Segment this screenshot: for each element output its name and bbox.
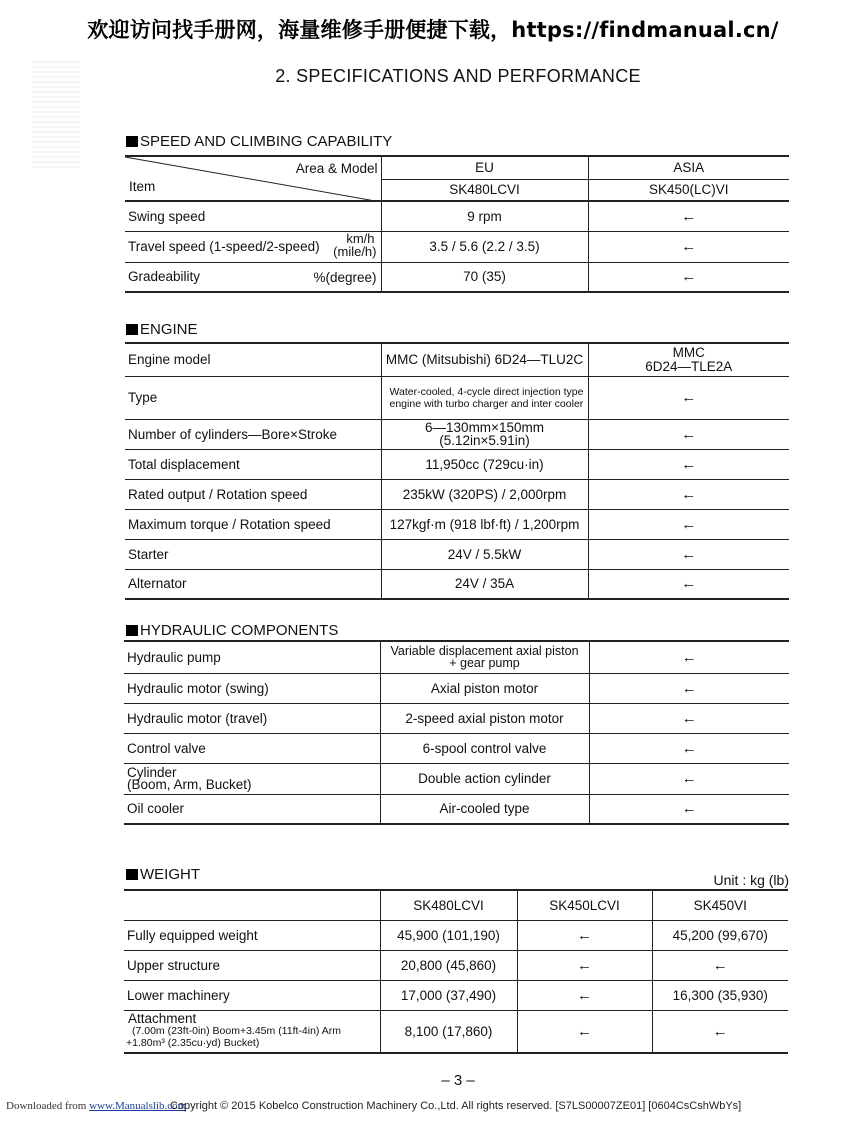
table-row: Travel speed (1-speed/2-speed) km/h (mile/h) 3.5 / 5.6 (2.2 / 3.5) ←	[125, 231, 789, 262]
table-row: Gradeability %(degree) 70 (35) ←	[125, 262, 789, 292]
arrow-left-icon: ←	[681, 648, 697, 666]
model-asia: SK450(LC)VI	[588, 179, 789, 201]
table-row: Total displacement 11,950cc (729cu·in) ←	[125, 449, 789, 479]
arrow-left-icon: ←	[681, 238, 697, 255]
table-row: Control valve 6-spool control valve ←	[124, 733, 789, 763]
page-number: – 3 –	[441, 1072, 475, 1089]
manualslib-link[interactable]: www.Manualslib.com	[89, 1100, 187, 1112]
table-row: Attachment (7.00m (23ft-0in) Boom+3.45m (11ft-4in) Arm +1.80m³ (2.35cu·yd) Bucket) 8,100 (17,860) ← ←	[124, 1010, 788, 1053]
section-marker-icon	[126, 625, 138, 636]
arrow-left-icon: ←	[681, 207, 697, 225]
arrow-left-icon: ←	[681, 389, 697, 406]
arrow-left-icon: ←	[681, 425, 697, 443]
arrow-left-icon: ←	[517, 980, 652, 1010]
section-title-hydraulic: HYDRAULIC COMPONENTS	[126, 622, 338, 639]
section-marker-icon	[126, 869, 138, 880]
arrow-left-icon: ←	[681, 770, 697, 787]
table-row: Rated output / Rotation speed 235kW (320PS) / 2,000rpm ←	[125, 479, 789, 509]
copyright-footer: Copyright © 2015 Kobelco Construction Machinery Co.,Ltd. All rights reserved. [S7LS00007ZE01] [0604CsCshWbYs]	[170, 1100, 742, 1112]
table-row: Type Water-cooled, 4-cycle direct injection type engine with turbo charger and inter cooler ←	[125, 376, 789, 419]
header-area-model: Area & Model	[295, 161, 378, 176]
arrow-left-icon: ←	[712, 956, 728, 974]
table-row: Number of cylinders—Bore×Stroke 6—130mm×150mm (5.12in×5.91in) ←	[125, 419, 789, 449]
section-title-weight: WEIGHT	[126, 866, 200, 883]
weight-table	[124, 889, 788, 1054]
table-row: Engine model MMC (Mitsubishi) 6D24—TLU2C MMC 6D24—TLE2A	[125, 343, 789, 376]
col-asia: ASIA	[588, 156, 789, 179]
engine-table	[125, 342, 789, 600]
arrow-left-icon: ←	[517, 920, 652, 950]
table-row: Oil cooler Air-cooled type ←	[124, 794, 789, 824]
arrow-left-icon: ←	[517, 1010, 652, 1053]
table-header-row: SK480LCVI SK450LCVI SK450VI	[124, 890, 788, 920]
page-title: 2. SPECIFICATIONS AND PERFORMANCE	[275, 66, 641, 86]
arrow-left-icon: ←	[681, 455, 697, 473]
table-row: Fully equipped weight 45,900 (101,190) ← 45,200 (99,670)	[124, 920, 788, 950]
table-row: Swing speed 9 rpm ←	[125, 201, 789, 231]
arrow-left-icon: ←	[681, 575, 697, 593]
arrow-left-icon: ←	[681, 679, 697, 697]
arrow-left-icon: ←	[517, 950, 652, 980]
hydraulic-table	[124, 640, 789, 825]
col-eu: EU	[381, 156, 588, 179]
table-row: Maximum torque / Rotation speed 127kgf·m (918 lbf·ft) / 1,200rpm ←	[125, 509, 789, 539]
arrow-left-icon: ←	[681, 268, 697, 286]
header-item: Item	[129, 179, 156, 194]
section-marker-icon	[126, 136, 138, 147]
arrow-left-icon: ←	[681, 485, 697, 503]
arrow-left-icon: ←	[681, 709, 697, 727]
weight-unit: Unit : kg (lb)	[713, 872, 789, 888]
arrow-left-icon: ←	[681, 739, 697, 757]
speed-table	[125, 155, 789, 293]
table-row: Upper structure 20,800 (45,860) ← ←	[124, 950, 788, 980]
table-row: Hydraulic pump Variable displacement axial piston + gear pump ←	[124, 641, 789, 673]
header-diagonal-cell	[125, 156, 381, 201]
table-row: Hydraulic motor (travel) 2-speed axial piston motor ←	[124, 703, 789, 733]
table-row: Alternator 24V / 35A ←	[125, 569, 789, 599]
table-row: Hydraulic motor (swing) Axial piston motor ←	[124, 673, 789, 703]
site-banner: 欢迎访问找手册网，海量维修手册便捷下载，https://findmanual.cn/	[87, 18, 779, 42]
table-row: Starter 24V / 5.5kW ←	[125, 539, 789, 569]
table-row: Cylinder (Boom, Arm, Bucket) Double action cylinder ←	[124, 763, 789, 794]
model-eu: SK480LCVI	[381, 179, 588, 201]
table-row: Lower machinery 17,000 (37,490) ← 16,300 (35,930)	[124, 980, 788, 1010]
download-footer: Downloaded from www.Manualslib.com	[6, 1100, 187, 1112]
arrow-left-icon: ←	[681, 800, 697, 818]
arrow-left-icon: ←	[712, 1022, 728, 1040]
arrow-left-icon: ←	[681, 545, 697, 563]
section-title-speed: SPEED AND CLIMBING CAPABILITY	[126, 133, 392, 150]
arrow-left-icon: ←	[681, 515, 697, 533]
section-marker-icon	[126, 324, 138, 335]
section-title-engine: ENGINE	[126, 321, 198, 338]
